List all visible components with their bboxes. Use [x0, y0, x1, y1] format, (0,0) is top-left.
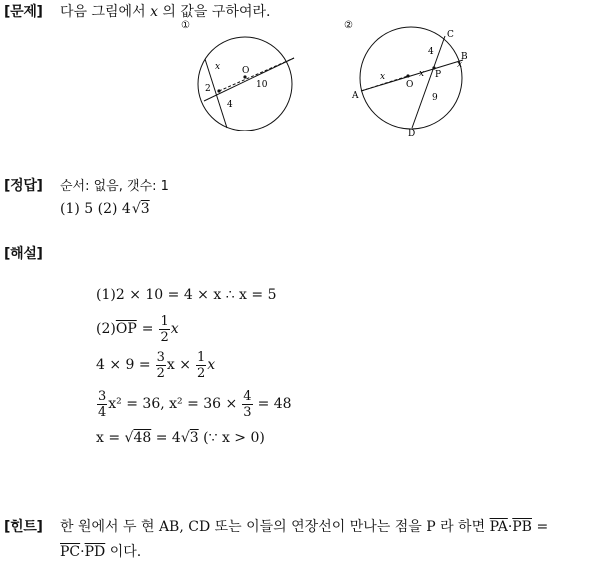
hint-line-2	[60, 541, 141, 561]
hint-line-1	[60, 516, 548, 536]
explanation-l4-n: 3	[98, 388, 107, 404]
hint-pc: $\overline{PC}$	[60, 544, 81, 560]
hint-line-2-text: 이다.	[109, 544, 142, 560]
figure-2-circle	[360, 27, 462, 129]
answer-line: (1) 5 (2) 4√3	[60, 201, 150, 217]
explanation-l3-frac-1	[156, 350, 166, 381]
figure-2-label-o: O	[406, 80, 414, 90]
figure-1-number: ①	[181, 20, 190, 31]
explanation-l3-n2: 1	[197, 349, 206, 365]
hint-tag: [힌트]	[4, 519, 43, 535]
figure-2-label-d: D	[408, 129, 416, 139]
figure-1-circle	[198, 37, 292, 131]
figure-1-label-2: 2	[205, 84, 211, 94]
explanation-l3-a: 4 × 9 =	[96, 357, 151, 373]
figure-1-label-o: O	[242, 66, 250, 76]
figure-2-center-dot	[406, 74, 409, 77]
explanation-line-5: x = √48 = 4√3 (∵ x > 0)	[96, 430, 265, 446]
explanation-line-3	[96, 348, 215, 382]
explanation-l5-a: x =	[96, 430, 121, 446]
hint-dot-2: ·	[80, 544, 85, 560]
figure-2-label-p: P	[435, 70, 442, 80]
explanation-l5-sqrt-1: 48	[133, 430, 152, 446]
explanation-l3-x: x	[207, 357, 216, 373]
explanation-line-1: (1)2 × 10 = 4 × x ∴ x = 5	[96, 287, 277, 303]
figure-2-label-x2: x	[419, 69, 425, 79]
explanation-l3-d1: 2	[156, 365, 165, 381]
hint-pa: $\overline{PA}$	[489, 519, 508, 535]
explanation-l2-num: 1	[160, 313, 169, 329]
explanation-l2-eq: =	[141, 321, 154, 337]
answer-meta: 순서: 없음, 갯수: 1	[60, 179, 169, 194]
figure-2-label-x3: x	[457, 60, 463, 70]
figure-1	[175, 16, 305, 131]
figure-2-label-a: A	[352, 91, 359, 101]
figure-2-label-c: C	[447, 30, 454, 40]
explanation-line-4	[96, 386, 292, 422]
problem-text-suffix: 의 값을 구하여라.	[162, 4, 271, 20]
explanation-l4-frac-2	[242, 389, 252, 420]
explanation-line-2	[96, 313, 179, 345]
problem-var: x	[150, 4, 158, 20]
hint-pb: $\overline{PB}$	[512, 519, 532, 535]
explanation-l5-c: (∵ x > 0)	[203, 430, 265, 446]
explanation-l5-b: = 4	[155, 430, 181, 446]
explanation-l2-den: 2	[160, 329, 169, 345]
explanation-l4-d2: 3	[243, 404, 252, 420]
problem-tag: [문제]	[4, 4, 43, 20]
explanation-l3-d2: 2	[197, 365, 206, 381]
explanation-l4-d: 4	[98, 404, 107, 420]
explanation-l3-mid: x ×	[166, 357, 191, 373]
hint-eq: =	[536, 519, 549, 535]
hint-pd: $\overline{PD}$	[84, 544, 106, 560]
figure-2-number: ②	[344, 20, 353, 31]
hint-line-1-text: 한 원에서 두 현 AB, CD 또는 이들의 연장선이 만나는 점을 P 라 하면	[60, 519, 486, 535]
explanation-l4-frac-1	[97, 389, 107, 420]
explanation-l2-frac	[159, 314, 169, 345]
figure-1-label-4: 4	[227, 100, 233, 110]
explanation-l2-prefix: (2)	[96, 321, 116, 337]
answer-tag: [정답]	[4, 178, 43, 194]
explanation-l4-a: x² = 36, x² = 36 ×	[108, 396, 238, 412]
problem-text-prefix: 다음 그림에서	[60, 4, 146, 20]
answer-line-part: (1) 5 (2) 4	[60, 201, 131, 217]
figure-2-label-4: 4	[428, 47, 434, 57]
explanation-tag: [해설]	[4, 246, 43, 262]
figure-2-label-x1: x	[380, 72, 386, 82]
explanation-l2-x: x	[170, 321, 179, 337]
answer-sqrt-value: 3	[140, 201, 150, 217]
figure-2-label-b: B	[461, 52, 468, 62]
explanation-l4-b: = 48	[257, 396, 292, 412]
explanation-l3-n1: 3	[156, 349, 165, 365]
figure-2-label-9: 9	[432, 93, 438, 103]
explanation-l4-n2: 4	[243, 388, 252, 404]
explanation-l3-frac-2	[196, 350, 206, 381]
figure-2	[340, 16, 470, 141]
explanation-l5-sqrt-2: 3	[189, 430, 199, 446]
hint-dot-1: ·	[507, 519, 513, 535]
figure-1-intersection-dot	[217, 89, 220, 92]
explanation-l2-op: $\overline{OP}$	[115, 321, 137, 337]
figure-1-label-x: x	[215, 62, 221, 72]
figure-1-label-10: 10	[256, 80, 268, 90]
